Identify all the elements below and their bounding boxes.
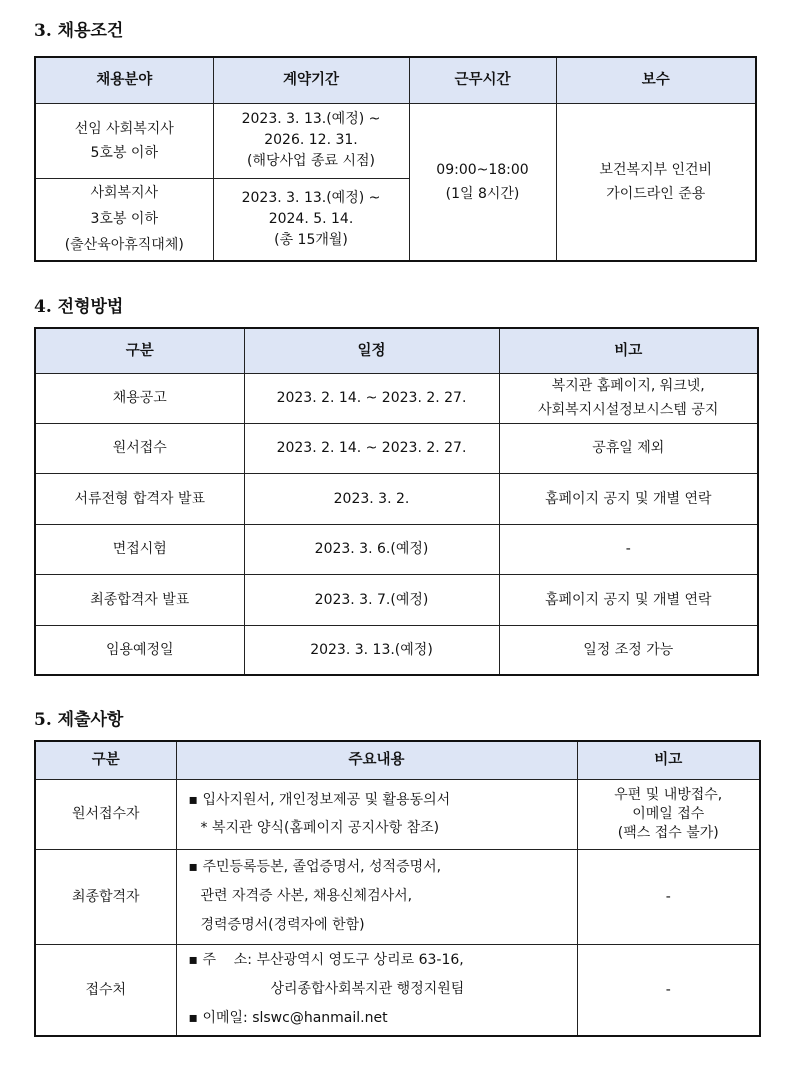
header-field: 채용분야	[35, 57, 213, 103]
content-line: ▪ 이메일: slswc@hanmail.net	[189, 1004, 577, 1033]
remark-line: (팩스 접수 불가)	[617, 824, 719, 841]
header-category: 구분	[35, 741, 176, 779]
note-line: 사회복지시설정보시스템 공지	[538, 402, 719, 418]
step-cell: 최종합격자 발표	[35, 574, 244, 625]
hiring-conditions-table	[34, 56, 757, 262]
pay-line: 보건복지부 인건비	[599, 161, 713, 178]
field-cell	[35, 178, 213, 261]
table-row	[35, 574, 758, 625]
category-cell: 접수처	[35, 944, 176, 1036]
header-pay: 보수	[556, 57, 756, 103]
remark-line: 우편 및 내방접수,	[614, 786, 723, 803]
step-cell: 면접시험	[35, 524, 244, 574]
pay-cell	[556, 103, 756, 261]
table-row	[35, 103, 756, 178]
note-cell: 공휴일 제외	[499, 423, 758, 473]
remark-cell: -	[577, 849, 760, 944]
date-cell: 2023. 3. 6.(예정)	[244, 524, 499, 574]
header-note: 비고	[499, 328, 758, 373]
period-line: 2023. 3. 13.(예정) ~	[241, 111, 381, 127]
period-cell	[213, 103, 409, 178]
content-line: ▪ 입사지원서, 개인정보제공 및 활용동의서	[189, 786, 577, 814]
table-row	[35, 849, 760, 944]
hours-line: (1일 8시간)	[445, 185, 520, 202]
section5-title: 5. 제출사항	[34, 710, 124, 730]
hours-line: 09:00~18:00	[436, 161, 529, 178]
hours-cell	[409, 103, 556, 261]
step-cell: 임용예정일	[35, 625, 244, 675]
table-row	[35, 524, 758, 574]
table-row	[35, 944, 760, 1036]
period-line: 2024. 5. 14.	[268, 210, 354, 227]
field-line: 사회복지사	[90, 185, 159, 202]
period-line: (해당사업 종료 시점)	[246, 153, 376, 169]
header-period: 계약기간	[213, 57, 409, 103]
table-row	[35, 473, 758, 524]
field-cell	[35, 103, 213, 178]
header-step: 구분	[35, 328, 244, 373]
content-line: ▪ 주민등록등본, 졸업증명서, 성적증명서,	[189, 853, 577, 882]
selection-process-table	[34, 327, 759, 676]
section3-title: 3. 채용조건	[34, 21, 124, 41]
note-cell: 홈페이지 공지 및 개별 연락	[499, 574, 758, 625]
field-line: 5호봉 이하	[90, 144, 158, 161]
submission-table	[34, 740, 761, 1037]
pay-line: 가이드라인 준용	[606, 185, 706, 202]
header-schedule: 일정	[244, 328, 499, 373]
step-cell: 채용공고	[35, 373, 244, 423]
header-hours: 근무시간	[409, 57, 556, 103]
field-line: 3호봉 이하	[90, 211, 158, 228]
section4-title: 4. 전형방법	[34, 297, 124, 317]
date-cell: 2023. 2. 14. ~ 2023. 2. 27.	[244, 373, 499, 423]
content-cell	[176, 944, 577, 1036]
content-line: 관련 자격증 사본, 채용신체검사서,	[200, 888, 413, 904]
remark-cell	[577, 779, 760, 849]
period-line: 2026. 12. 31.	[264, 132, 358, 148]
content-cell	[176, 779, 577, 849]
step-cell: 원서접수	[35, 423, 244, 473]
date-cell: 2023. 3. 2.	[244, 473, 499, 524]
date-cell: 2023. 3. 7.(예정)	[244, 574, 499, 625]
content-line: 상리종합사회복지관 행정지원팀	[270, 981, 465, 998]
content-line: ▪ 주 소: 부산광역시 영도구 상리로 63-16,	[189, 946, 577, 975]
period-cell	[213, 178, 409, 261]
date-cell: 2023. 2. 14. ~ 2023. 2. 27.	[244, 423, 499, 473]
header-content: 주요내용	[176, 741, 577, 779]
table-row	[35, 779, 760, 849]
category-cell: 최종합격자	[35, 849, 176, 944]
table-row	[35, 373, 758, 423]
remark-cell: -	[577, 944, 760, 1036]
table-row	[35, 625, 758, 675]
date-cell: 2023. 3. 13.(예정)	[244, 625, 499, 675]
content-line: 경력증명서(경력자에 한함)	[200, 917, 365, 933]
header-remark: 비고	[577, 741, 760, 779]
note-line: 복지관 홈페이지, 워크넷,	[551, 378, 705, 394]
category-cell: 원서접수자	[35, 779, 176, 849]
field-line: 선임 사회복지사	[74, 120, 174, 137]
content-line: * 복지관 양식(홈페이지 공지사항 참조)	[200, 820, 440, 836]
remark-line: 이메일 접수	[632, 805, 705, 822]
note-cell: 홈페이지 공지 및 개별 연락	[499, 473, 758, 524]
step-cell: 서류전형 합격자 발표	[35, 473, 244, 524]
table-row	[35, 423, 758, 473]
note-cell	[499, 373, 758, 423]
field-line: (출산육아휴직대체)	[64, 237, 184, 254]
content-cell	[176, 849, 577, 944]
note-cell: 일정 조정 가능	[499, 625, 758, 675]
period-line: (총 15개월)	[274, 231, 348, 248]
period-line: 2023. 3. 13.(예정) ~	[241, 189, 381, 206]
note-cell: -	[499, 524, 758, 574]
